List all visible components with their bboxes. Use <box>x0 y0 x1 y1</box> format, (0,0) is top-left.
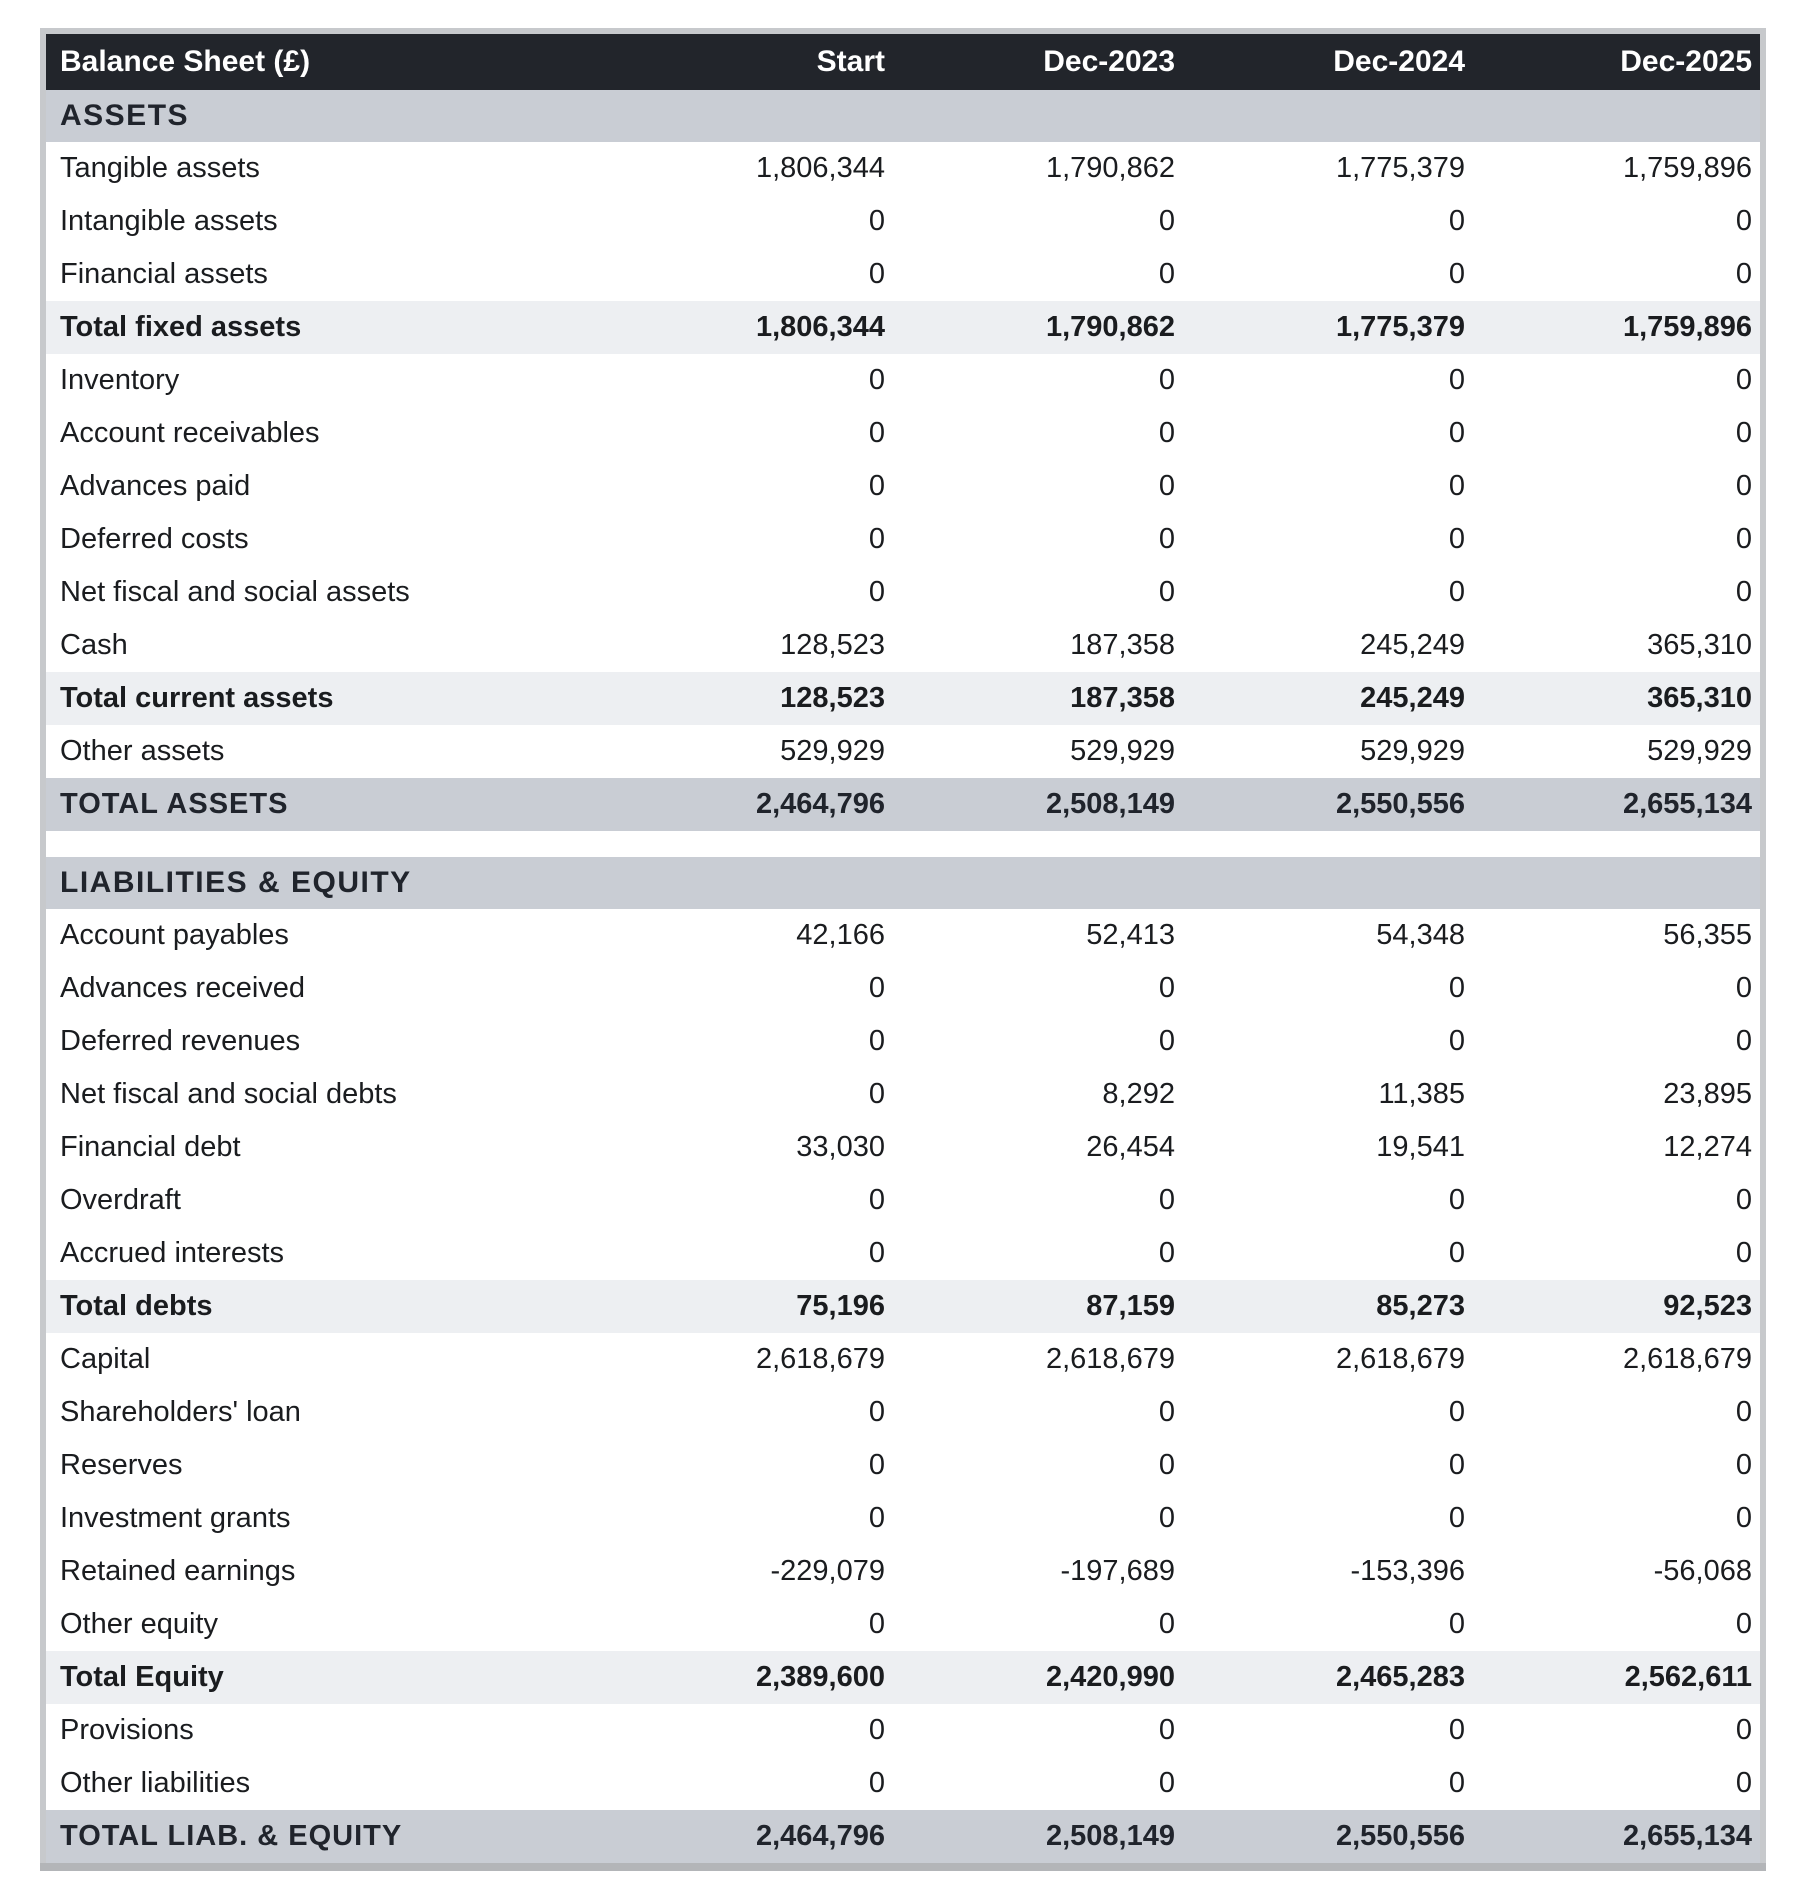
row-label: Shareholders' loan <box>43 1386 603 1439</box>
table-row <box>43 1598 1763 1651</box>
table-row <box>43 142 1763 195</box>
cell-value: 0 <box>1183 1492 1473 1545</box>
cell-value: 0 <box>1473 248 1763 301</box>
row-label: Account receivables <box>43 407 603 460</box>
cell-value: 0 <box>893 1598 1183 1651</box>
cell-value: 0 <box>603 248 893 301</box>
column-header-dec-2023: Dec-2023 <box>893 31 1183 90</box>
table-row <box>43 407 1763 460</box>
table-row <box>43 248 1763 301</box>
cell-value: 11,385 <box>1183 1068 1473 1121</box>
row-label: Accrued interests <box>43 1227 603 1280</box>
cell-value: 52,413 <box>893 909 1183 962</box>
table-row <box>43 619 1763 672</box>
cell-value: 0 <box>1473 1439 1763 1492</box>
table-row <box>43 1068 1763 1121</box>
cell-value: -56,068 <box>1473 1545 1763 1598</box>
cell-value: 42,166 <box>603 909 893 962</box>
table-row <box>43 1545 1763 1598</box>
row-label: Reserves <box>43 1439 603 1492</box>
table-row <box>43 725 1763 778</box>
balance-sheet-table <box>40 28 1766 1871</box>
section-title: ASSETS <box>43 90 1763 142</box>
row-label: Total current assets <box>43 672 603 725</box>
cell-value: 0 <box>603 1174 893 1227</box>
row-label: Provisions <box>43 1704 603 1757</box>
cell-value: 0 <box>1183 354 1473 407</box>
cell-value: 2,618,679 <box>1183 1333 1473 1386</box>
table-row <box>43 513 1763 566</box>
cell-value: 0 <box>1473 1227 1763 1280</box>
cell-value: 92,523 <box>1473 1280 1763 1333</box>
table-row <box>43 1227 1763 1280</box>
section-header-row <box>43 90 1763 142</box>
cell-value: 2,550,556 <box>1183 778 1473 831</box>
cell-value: 0 <box>893 354 1183 407</box>
column-header-dec-2025: Dec-2025 <box>1473 31 1763 90</box>
cell-value: -197,689 <box>893 1545 1183 1598</box>
table-row <box>43 1015 1763 1068</box>
table-row <box>43 1492 1763 1545</box>
cell-value: 2,508,149 <box>893 1810 1183 1867</box>
row-label: Inventory <box>43 354 603 407</box>
cell-value: 0 <box>603 513 893 566</box>
cell-value: 1,759,896 <box>1473 301 1763 354</box>
cell-value: 12,274 <box>1473 1121 1763 1174</box>
cell-value: 0 <box>1183 407 1473 460</box>
cell-value: 0 <box>1183 195 1473 248</box>
table-row <box>43 1704 1763 1757</box>
row-label: Other assets <box>43 725 603 778</box>
cell-value: 128,523 <box>603 672 893 725</box>
cell-value: -153,396 <box>1183 1545 1473 1598</box>
cell-value: 0 <box>1183 1227 1473 1280</box>
cell-value: 0 <box>893 460 1183 513</box>
row-label: Retained earnings <box>43 1545 603 1598</box>
column-header-dec-2024: Dec-2024 <box>1183 31 1473 90</box>
cell-value: 0 <box>893 1386 1183 1439</box>
row-label: Cash <box>43 619 603 672</box>
cell-value: 0 <box>893 1174 1183 1227</box>
table-row <box>43 195 1763 248</box>
cell-value: 0 <box>1473 354 1763 407</box>
cell-value: 0 <box>893 407 1183 460</box>
cell-value: 0 <box>1183 460 1473 513</box>
cell-value: 245,249 <box>1183 672 1473 725</box>
cell-value: 1,790,862 <box>893 142 1183 195</box>
cell-value: 87,159 <box>893 1280 1183 1333</box>
section-title: LIABILITIES & EQUITY <box>43 857 1763 909</box>
cell-value: 0 <box>893 1704 1183 1757</box>
table-row <box>43 1757 1763 1810</box>
cell-value: 0 <box>603 1704 893 1757</box>
cell-value: 0 <box>603 1068 893 1121</box>
cell-value: 1,759,896 <box>1473 142 1763 195</box>
cell-value: 0 <box>1183 1174 1473 1227</box>
cell-value: 0 <box>1473 1757 1763 1810</box>
cell-value: 0 <box>1183 1704 1473 1757</box>
cell-value: 0 <box>1473 1015 1763 1068</box>
row-label: Overdraft <box>43 1174 603 1227</box>
cell-value: 0 <box>893 1227 1183 1280</box>
cell-value: 0 <box>603 1015 893 1068</box>
column-header-start: Start <box>603 31 893 90</box>
table-row <box>43 1386 1763 1439</box>
cell-value: 187,358 <box>893 672 1183 725</box>
table-row <box>43 672 1763 725</box>
cell-value: 2,508,149 <box>893 778 1183 831</box>
table-row <box>43 1651 1763 1704</box>
cell-value: 0 <box>603 407 893 460</box>
section-gap-cell <box>43 831 1763 857</box>
cell-value: 0 <box>1183 1757 1473 1810</box>
cell-value: 19,541 <box>1183 1121 1473 1174</box>
cell-value: 2,464,796 <box>603 778 893 831</box>
cell-value: 26,454 <box>893 1121 1183 1174</box>
cell-value: 0 <box>1183 1386 1473 1439</box>
table-row <box>43 1810 1763 1867</box>
cell-value: 0 <box>603 1757 893 1810</box>
cell-value: 2,465,283 <box>1183 1651 1473 1704</box>
cell-value: 0 <box>893 1015 1183 1068</box>
cell-value: 0 <box>1473 962 1763 1015</box>
table-row <box>43 354 1763 407</box>
cell-value: 2,562,611 <box>1473 1651 1763 1704</box>
row-label: Deferred revenues <box>43 1015 603 1068</box>
table-row <box>43 778 1763 831</box>
row-label: Financial debt <box>43 1121 603 1174</box>
cell-value: 0 <box>893 1492 1183 1545</box>
cell-value: 0 <box>1473 407 1763 460</box>
cell-value: 0 <box>603 962 893 1015</box>
table-header-row <box>43 31 1763 90</box>
cell-value: 0 <box>893 248 1183 301</box>
cell-value: 2,618,679 <box>603 1333 893 1386</box>
cell-value: 75,196 <box>603 1280 893 1333</box>
table-row <box>43 1121 1763 1174</box>
row-label: TOTAL LIAB. & EQUITY <box>43 1810 603 1867</box>
cell-value: 1,775,379 <box>1183 301 1473 354</box>
table-row <box>43 566 1763 619</box>
row-label: Investment grants <box>43 1492 603 1545</box>
cell-value: 0 <box>893 1757 1183 1810</box>
cell-value: 0 <box>603 1439 893 1492</box>
cell-value: 2,618,679 <box>893 1333 1183 1386</box>
cell-value: 1,806,344 <box>603 142 893 195</box>
cell-value: 529,929 <box>893 725 1183 778</box>
cell-value: 128,523 <box>603 619 893 672</box>
cell-value: 33,030 <box>603 1121 893 1174</box>
row-label: Account payables <box>43 909 603 962</box>
cell-value: 0 <box>1183 1439 1473 1492</box>
cell-value: 0 <box>1473 1704 1763 1757</box>
cell-value: 0 <box>1183 566 1473 619</box>
cell-value: 0 <box>603 460 893 513</box>
table-row <box>43 460 1763 513</box>
section-gap <box>43 831 1763 857</box>
cell-value: 0 <box>1183 962 1473 1015</box>
cell-value: 0 <box>603 1386 893 1439</box>
cell-value: 529,929 <box>603 725 893 778</box>
cell-value: 0 <box>603 195 893 248</box>
row-label: Other liabilities <box>43 1757 603 1810</box>
cell-value: 529,929 <box>1183 725 1473 778</box>
cell-value: 2,655,134 <box>1473 778 1763 831</box>
row-label: Other equity <box>43 1598 603 1651</box>
row-label: Intangible assets <box>43 195 603 248</box>
cell-value: 0 <box>893 195 1183 248</box>
row-label: Advances paid <box>43 460 603 513</box>
cell-value: 365,310 <box>1473 672 1763 725</box>
cell-value: 0 <box>893 566 1183 619</box>
table-row <box>43 301 1763 354</box>
cell-value: 1,806,344 <box>603 301 893 354</box>
table-row <box>43 962 1763 1015</box>
cell-value: 0 <box>1183 248 1473 301</box>
cell-value: 0 <box>1183 1015 1473 1068</box>
cell-value: 187,358 <box>893 619 1183 672</box>
row-label: TOTAL ASSETS <box>43 778 603 831</box>
cell-value: 2,464,796 <box>603 1810 893 1867</box>
cell-value: 0 <box>1183 513 1473 566</box>
row-label: Total debts <box>43 1280 603 1333</box>
cell-value: 0 <box>603 1598 893 1651</box>
row-label: Total fixed assets <box>43 301 603 354</box>
cell-value: -229,079 <box>603 1545 893 1598</box>
row-label: Net fiscal and social debts <box>43 1068 603 1121</box>
cell-value: 365,310 <box>1473 619 1763 672</box>
table-row <box>43 1333 1763 1386</box>
cell-value: 0 <box>1473 566 1763 619</box>
cell-value: 54,348 <box>1183 909 1473 962</box>
cell-value: 0 <box>1183 1598 1473 1651</box>
cell-value: 0 <box>603 1227 893 1280</box>
cell-value: 2,655,134 <box>1473 1810 1763 1867</box>
table-row <box>43 1280 1763 1333</box>
cell-value: 2,550,556 <box>1183 1810 1473 1867</box>
cell-value: 0 <box>1473 1386 1763 1439</box>
cell-value: 0 <box>893 513 1183 566</box>
row-label: Advances received <box>43 962 603 1015</box>
cell-value: 56,355 <box>1473 909 1763 962</box>
cell-value: 2,618,679 <box>1473 1333 1763 1386</box>
cell-value: 1,790,862 <box>893 301 1183 354</box>
cell-value: 23,895 <box>1473 1068 1763 1121</box>
cell-value: 0 <box>603 1492 893 1545</box>
cell-value: 0 <box>1473 1598 1763 1651</box>
cell-value: 0 <box>603 566 893 619</box>
cell-value: 0 <box>893 1439 1183 1492</box>
cell-value: 0 <box>1473 1174 1763 1227</box>
cell-value: 2,420,990 <box>893 1651 1183 1704</box>
cell-value: 2,389,600 <box>603 1651 893 1704</box>
table-row <box>43 1439 1763 1492</box>
row-label: Capital <box>43 1333 603 1386</box>
row-label: Total Equity <box>43 1651 603 1704</box>
cell-value: 8,292 <box>893 1068 1183 1121</box>
table-title: Balance Sheet (£) <box>43 31 603 90</box>
cell-value: 0 <box>1473 195 1763 248</box>
cell-value: 0 <box>603 354 893 407</box>
cell-value: 529,929 <box>1473 725 1763 778</box>
table-row <box>43 1174 1763 1227</box>
cell-value: 0 <box>1473 460 1763 513</box>
cell-value: 85,273 <box>1183 1280 1473 1333</box>
cell-value: 0 <box>893 962 1183 1015</box>
cell-value: 1,775,379 <box>1183 142 1473 195</box>
row-label: Financial assets <box>43 248 603 301</box>
table-row <box>43 909 1763 962</box>
cell-value: 245,249 <box>1183 619 1473 672</box>
row-label: Net fiscal and social assets <box>43 566 603 619</box>
row-label: Deferred costs <box>43 513 603 566</box>
cell-value: 0 <box>1473 1492 1763 1545</box>
row-label: Tangible assets <box>43 142 603 195</box>
cell-value: 0 <box>1473 513 1763 566</box>
section-header-row <box>43 857 1763 909</box>
